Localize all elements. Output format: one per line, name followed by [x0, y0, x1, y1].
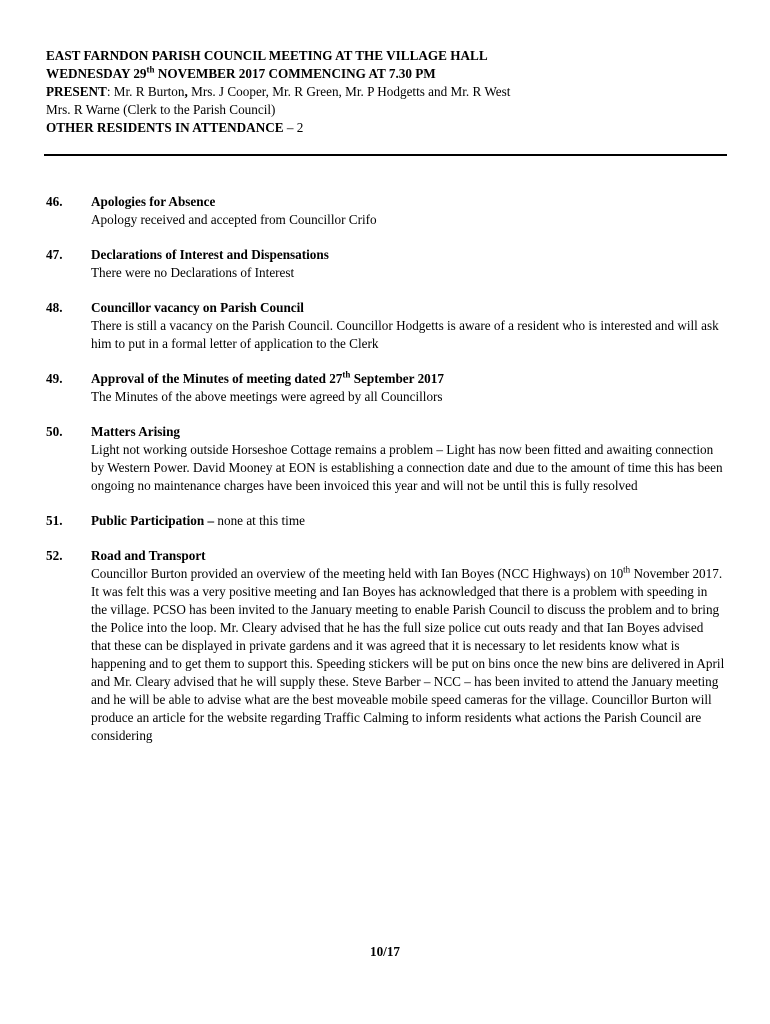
- item-title: Councillor vacancy on Parish Council: [91, 300, 304, 315]
- item-body-text-cont: November 2017. It was felt this was a very positive meeting and Ian Boyes has acknowledged that there is a problem with speeding in the village. PCSO has been invited to the January meeting to enable Parish Council to discuss the problem and to bring the Police into the loop. Mr. Cleary advised that he has the full size police cut outs ready and that Ian Boyes advised that these can be displayed in private gardens and it was agreed that it is necessary to let residents know what is happening and to get them to support this. Speeding stickers will be put on bins once the new bins are delivered in April and Mr. Cleary advised that he will supply these. Steve Barber – NCC – has been invited to attend the January meeting and he will be able to advise what are the best moveable mobile speed cameras for the village. Councillor Burton will produce an article for the website regarding Traffic Calming to inform residents what actions the Parish Council are considering: [91, 566, 725, 743]
- present-label: PRESENT: [46, 84, 107, 99]
- item-title-date: September 2017: [350, 371, 444, 386]
- item-title: Declarations of Interest and Dispensations: [91, 247, 329, 262]
- item-title: Apologies for Absence: [91, 194, 216, 209]
- residents-count: – 2: [283, 120, 304, 135]
- present-comma: ,: [184, 84, 188, 99]
- meeting-date-text: WEDNESDAY 29: [46, 66, 147, 81]
- title-ordinal: th: [342, 369, 351, 380]
- item-title-text: Approval of the Minutes of meeting dated 27: [91, 371, 343, 386]
- item-body: The Minutes of the above meetings were agreed by all Councillors: [91, 389, 443, 404]
- item-body: There were no Declarations of Interest: [91, 265, 295, 280]
- item-number: 46.: [46, 194, 63, 209]
- minute-item-46: [46, 193, 726, 229]
- minute-item-48: [46, 299, 726, 353]
- present-members-1: : Mr. R Burton: [106, 84, 185, 99]
- residents-line: [46, 119, 736, 137]
- item-title: Road and Transport: [91, 548, 206, 563]
- minute-item-47: [46, 246, 726, 282]
- minutes-items: [46, 193, 726, 762]
- header-divider: [44, 154, 727, 156]
- item-number: 48.: [46, 300, 63, 315]
- present-line: [46, 83, 736, 101]
- item-body: [91, 565, 726, 745]
- meeting-time-text: NOVEMBER 2017 COMMENCING AT 7.30 PM: [154, 66, 436, 81]
- item-number: 50.: [46, 424, 63, 439]
- item-title: Public Participation –: [91, 513, 215, 528]
- date-ordinal: th: [146, 64, 155, 75]
- body-ordinal: th: [623, 564, 631, 575]
- minute-item-51: [46, 512, 726, 530]
- minute-item-52: [46, 547, 726, 745]
- item-title-line: [91, 512, 726, 530]
- item-number: 47.: [46, 247, 63, 262]
- item-title: Matters Arising: [91, 424, 180, 439]
- item-body: There is still a vacancy on the Parish Council. Councillor Hodgetts is aware of a resident who is interested and will ask him to put in a formal letter of application to the Clerk: [91, 318, 719, 351]
- present-members-2: Mrs. J Cooper, Mr. R Green, Mr. P Hodgetts and Mr. R West: [187, 84, 511, 99]
- item-number: 51.: [46, 513, 63, 528]
- item-body: none at this time: [214, 513, 305, 528]
- item-number: 52.: [46, 548, 63, 563]
- minute-item-49: [46, 370, 726, 406]
- item-title: [91, 370, 726, 388]
- clerk-line: Mrs. R Warne (Clerk to the Parish Council): [46, 102, 276, 117]
- item-body-text: Councillor Burton provided an overview of the meeting held with Ian Boyes (NCC Highways) on 10: [91, 566, 624, 581]
- item-number: 49.: [46, 371, 63, 386]
- item-body: Apology received and accepted from Councillor Crifo: [91, 212, 377, 227]
- minutes-header: [46, 47, 736, 137]
- residents-label: OTHER RESIDENTS IN ATTENDANCE: [46, 120, 284, 135]
- page-number: 10/17: [369, 944, 401, 959]
- meeting-date: [46, 65, 736, 83]
- meeting-title: EAST FARNDON PARISH COUNCIL MEETING AT THE VILLAGE HALL: [46, 48, 488, 63]
- minute-item-50: [46, 423, 726, 495]
- item-body: Light not working outside Horseshoe Cottage remains a problem – Light has now been fitted and awaiting connection by Western Power. David Mooney at EON is establishing a connection date and due to the amount of time this has been ongoing no maintenance charges have been invoiced this year and will not be until this is fully resolved: [91, 442, 723, 493]
